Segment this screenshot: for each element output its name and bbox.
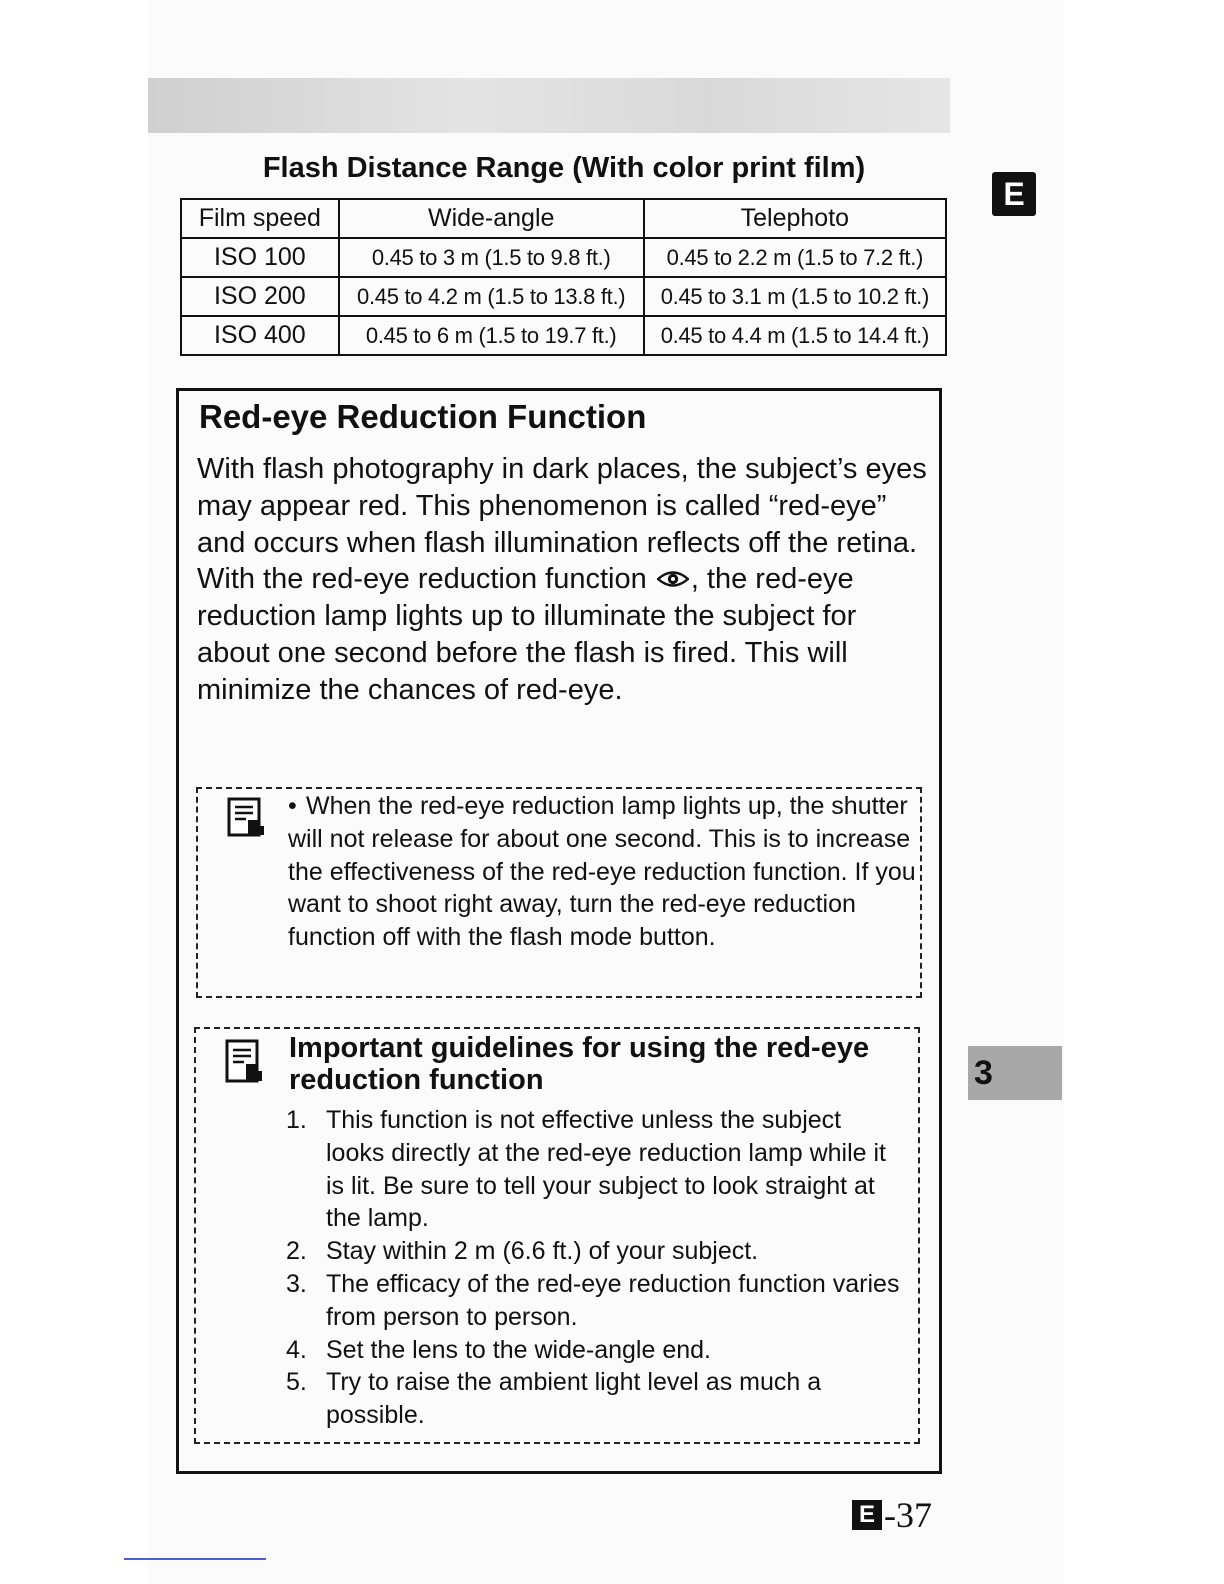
list-item bbox=[286, 1268, 906, 1334]
telephoto-cell: 0.45 to 2.2 m (1.5 to 7.2 ft.) bbox=[644, 238, 946, 277]
item-number: 4. bbox=[286, 1335, 307, 1364]
note-text bbox=[288, 790, 918, 954]
column-header: Film speed bbox=[181, 199, 339, 238]
page-number bbox=[852, 1494, 932, 1536]
flash-table-title: Flash Distance Range (With color print film) bbox=[262, 152, 866, 184]
redeye-section-body bbox=[197, 451, 927, 709]
note-bullet-text: When the red-eye reduction lamp lights up, the shutter will not release for about one second. This is to increase the effectiveness of the red-eye reduction function. If you want to shoot right away, turn the red-eye reduction function off with the flash mode button. bbox=[288, 792, 916, 952]
item-text: Set the lens to the wide-angle end. bbox=[326, 1335, 711, 1364]
item-text: This function is not effective unless the subject looks directly at the red-eye reduction lamp while it is lit. Be sure to tell your subject to look straight at the lamp. bbox=[326, 1106, 886, 1233]
language-tab: E bbox=[992, 172, 1036, 216]
column-header: Telephoto bbox=[644, 199, 946, 238]
redeye-paragraph-end: , the red-eye reduction lamp lights up to illuminate the subject for about one second before the flash is fired. This will minimize the chances of red-eye. bbox=[197, 563, 857, 706]
wide-angle-cell: 0.45 to 3 m (1.5 to 9.8 ft.) bbox=[339, 238, 644, 277]
wide-angle-cell: 0.45 to 4.2 m (1.5 to 13.8 ft.) bbox=[339, 277, 644, 316]
redeye-paragraph-start: With the red-eye reduction function bbox=[197, 563, 647, 596]
item-number: 2. bbox=[286, 1237, 307, 1266]
wide-angle-cell: 0.45 to 6 m (1.5 to 19.7 ft.) bbox=[339, 316, 644, 355]
list-item bbox=[286, 1235, 906, 1268]
language-badge: E bbox=[852, 1500, 882, 1530]
item-text: Stay within 2 m (6.6 ft.) of your subject. bbox=[326, 1237, 759, 1266]
redeye-paragraph: With flash photography in dark places, the subject’s eyes may appear red. This phenomenon is called “red-eye” and occurs when flash illumination reflects off the retina. bbox=[197, 453, 927, 559]
list-item bbox=[286, 1334, 906, 1367]
table-row bbox=[181, 316, 946, 355]
chapter-tab: 3 bbox=[968, 1046, 1062, 1100]
red-eye-icon bbox=[657, 569, 689, 589]
guidelines-title: Important guidelines for using the red-eye reduction function bbox=[289, 1032, 870, 1096]
item-number: 3. bbox=[286, 1269, 307, 1298]
film-speed-cell: ISO 100 bbox=[181, 238, 339, 277]
table-row bbox=[181, 277, 946, 316]
list-item bbox=[286, 1366, 906, 1432]
list-item bbox=[286, 1104, 906, 1235]
film-speed-cell: ISO 200 bbox=[181, 277, 339, 316]
item-number: 1. bbox=[286, 1106, 307, 1134]
telephoto-cell: 0.45 to 4.4 m (1.5 to 14.4 ft.) bbox=[644, 316, 946, 355]
header-band bbox=[148, 78, 950, 133]
memo-icon bbox=[224, 1038, 264, 1091]
redeye-section-title: Red-eye Reduction Function bbox=[199, 398, 647, 435]
item-text: The efficacy of the red-eye reduction function varies from person to person. bbox=[326, 1269, 900, 1331]
telephoto-cell: 0.45 to 3.1 m (1.5 to 10.2 ft.) bbox=[644, 277, 946, 316]
film-speed-cell: ISO 400 bbox=[181, 316, 339, 355]
table-header-row bbox=[181, 199, 946, 238]
bottom-rule bbox=[124, 1558, 266, 1560]
flash-distance-table bbox=[180, 198, 947, 356]
item-number: 5. bbox=[286, 1368, 307, 1397]
guidelines-list bbox=[286, 1104, 906, 1432]
item-text: Try to raise the ambient light level as much a possible. bbox=[326, 1368, 822, 1430]
table-row bbox=[181, 238, 946, 277]
page-number-text: -37 bbox=[884, 1495, 932, 1535]
redeye-paragraph bbox=[197, 561, 927, 708]
column-header: Wide-angle bbox=[339, 199, 644, 238]
memo-icon bbox=[226, 796, 266, 845]
bullet: • bbox=[288, 792, 297, 820]
